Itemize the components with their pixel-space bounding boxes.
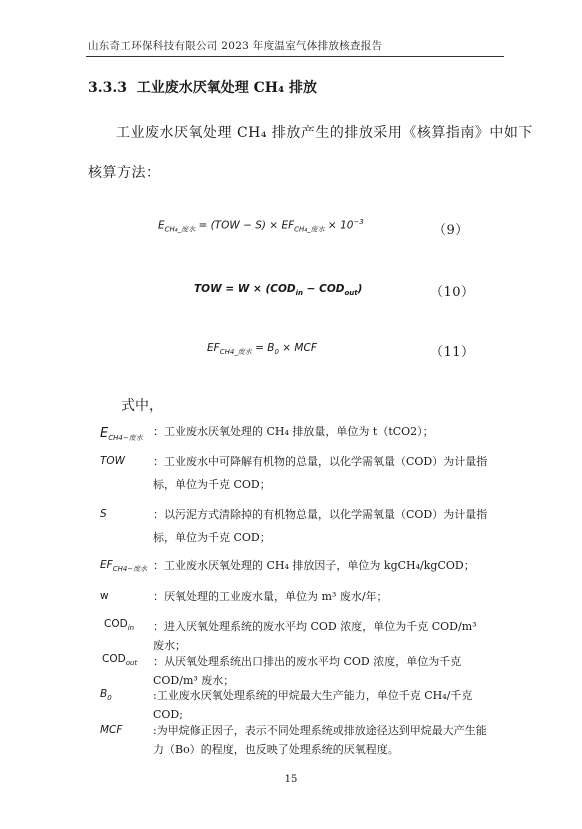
formula-10-mid: − COD — [303, 283, 345, 295]
legend-symbol-text: COD — [102, 653, 126, 665]
formula-10 — [194, 283, 362, 297]
where-label: 式中， — [121, 398, 163, 414]
equation-number-9: （9） — [433, 223, 469, 238]
legend-symbol-tow: TOW — [100, 455, 126, 467]
legend-definition-s: ：以污泥方式清除掉的有机物总量，以化学需氧量（COD）为计量指标，单位为千克 COD； — [153, 508, 488, 544]
formula-11-rhs: = B — [251, 342, 275, 354]
legend-symbol-sub: 0 — [107, 694, 112, 703]
legend-symbol-e-ch4 — [100, 426, 143, 443]
legend-symbol-text: B — [100, 688, 108, 700]
legend-definition-e-ch4: ：工业废水厌氧处理的 CH₄ 排放量，单位为 t（tCO2）； — [153, 425, 434, 438]
legend-symbol-text: E — [100, 426, 109, 441]
section-heading — [88, 77, 317, 97]
page-number: 15 — [284, 774, 298, 785]
formula-9-exponent: −3 — [353, 218, 364, 226]
legend-symbol-ef-ch4 — [100, 559, 147, 574]
formula-9-rhs-sub: CH₄_废水 — [294, 225, 325, 234]
legend-symbol-text: EF — [100, 559, 113, 571]
formula-10-pre: TOW = W × (COD — [194, 283, 296, 295]
legend-symbol-sub: CH4−废水 — [108, 434, 143, 443]
legend-definition-w: ：厌氧处理的工业废水量，单位为 m³ 废水/年； — [153, 590, 388, 603]
legend-definition-cod-in: ：进入厌氧处理系统的废水平均 COD 浓度，单位为千克 COD/m³ 废水； — [153, 620, 477, 652]
formula-9-rhs-post: × 10 — [324, 219, 354, 232]
formula-10-post: ) — [357, 283, 363, 295]
formula-9 — [158, 218, 364, 235]
formula-9-rhs: = (TOW − S) × EF — [195, 219, 295, 232]
page-header: 山东奇工环保科技有限公司 2023 年度温室气体排放核查报告 — [88, 40, 383, 52]
legend-symbol-cod-out — [102, 653, 137, 667]
section-number: 3.3.3 — [88, 80, 127, 96]
formula-11 — [207, 342, 317, 357]
equation-number-10: （10） — [430, 285, 475, 300]
legend-symbol-mcf: MCF — [100, 724, 123, 736]
formula-11-rhs-post: × MCF — [278, 342, 317, 354]
intro-line-1: 工业废水厌氧处理 CH₄ 排放产生的排放采用《核算指南》中如下 — [116, 125, 533, 141]
legend-symbol-text: COD — [104, 618, 128, 630]
formula-10-sub-in: in — [295, 289, 304, 298]
equation-number-11: （11） — [430, 345, 475, 360]
legend-definition-b0: :工业废水厌氧处理系统的甲烷最大生产能力，单位千克 CH₄/千克 COD; — [153, 689, 473, 721]
legend-symbol-sub: out — [125, 659, 138, 668]
intro-line-2: 核算方法： — [88, 165, 161, 181]
legend-definition-tow: ：工业废水中可降解有机物的总量，以化学需氧量（COD）为计量指标，单位为千克 COD； — [153, 455, 488, 491]
legend-symbol-w: w — [100, 590, 109, 602]
legend-definition-mcf: :为甲烷修正因子，表示不同处理系统或排放途径达到甲烷最大产生能力（Bo）的程度，也反映了处理系统的厌氧程度。 — [153, 724, 487, 756]
legend-symbol-sub: in — [127, 624, 135, 633]
formula-9-lhs-sub: CH₄_废水 — [164, 225, 196, 234]
formula-11-lhs-sub: CH4_废水 — [219, 348, 252, 357]
legend-symbol-cod-in — [104, 618, 134, 632]
legend-definition-ef-ch4: ：工业废水厌氧处理的 CH₄ 排放因子，单位为 kgCH₄/kgCOD； — [153, 559, 475, 572]
formula-11-rhs-sub: 0 — [274, 348, 279, 357]
section-title: 工业废水厌氧处理 CH₄ 排放 — [136, 80, 317, 96]
legend-symbol-b0 — [100, 688, 112, 702]
header-divider — [86, 56, 504, 57]
formula-11-lhs: EF — [207, 342, 220, 354]
legend-symbol-s: S — [100, 508, 107, 520]
formula-9-lhs: E — [158, 219, 165, 232]
formula-10-sub-out: out — [344, 289, 358, 298]
legend-symbol-sub: CH4−废水 — [112, 565, 148, 574]
legend-definition-cod-out: ：从厌氧处理系统出口排出的废水平均 COD 浓度，单位为千克 COD/m³ 废水； — [153, 655, 462, 687]
